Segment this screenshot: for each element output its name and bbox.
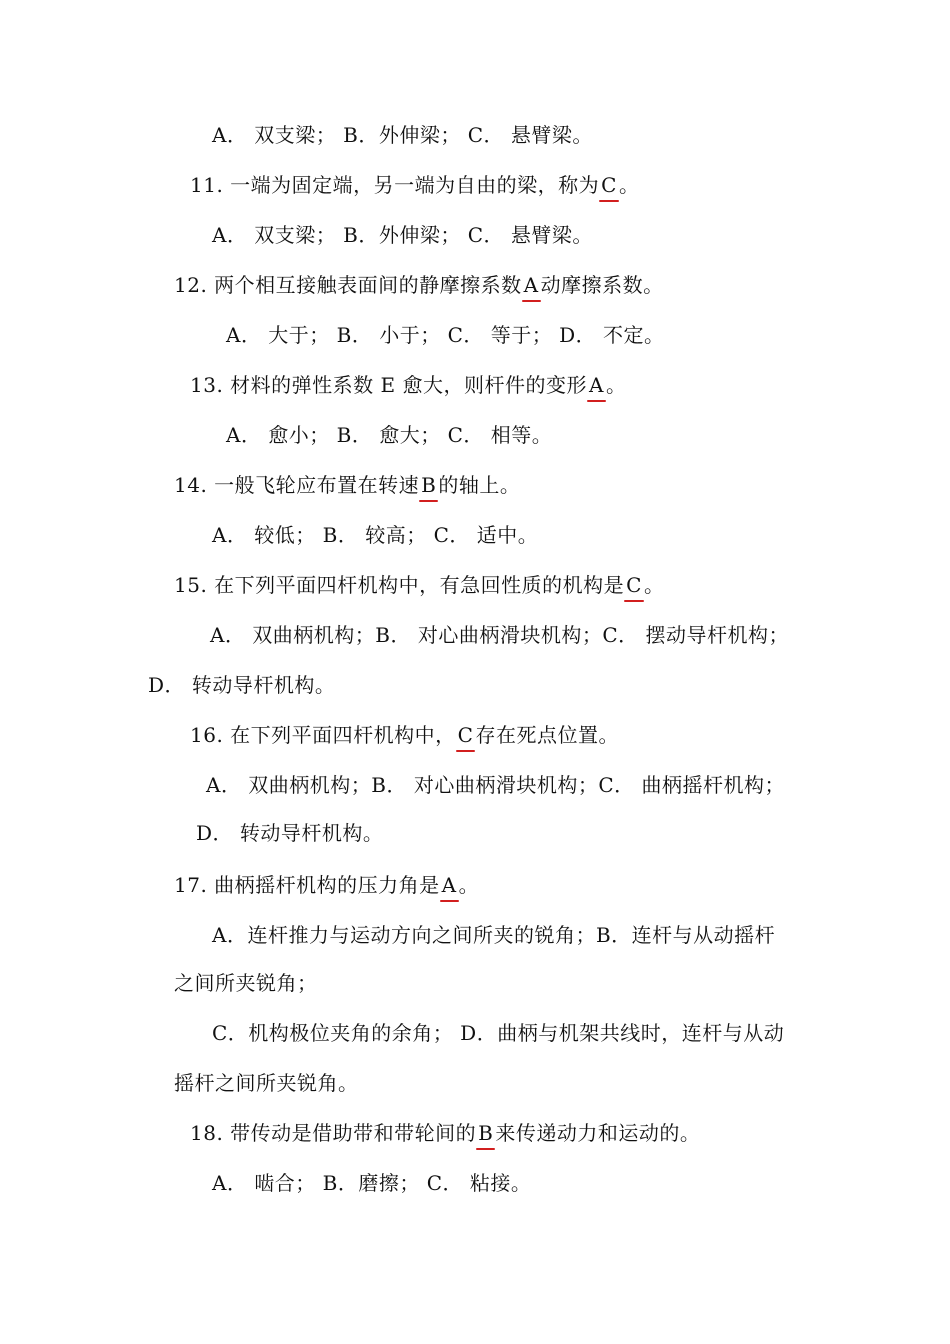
question-12 bbox=[174, 272, 664, 298]
q17-options-cd: C．机构极位夹角的余角； D．曲柄与机架共线时，连杆与从动 bbox=[212, 1021, 785, 1045]
q15-options: A． 双曲柄机构；B． 对心曲柄滑块机构；C． 摆动导杆机构； bbox=[210, 623, 790, 647]
answer-marked: C bbox=[457, 723, 474, 747]
question-text: 17. 曲柄摇杆机构的压力角是 bbox=[174, 873, 440, 897]
question-15 bbox=[174, 572, 664, 598]
q14-options: A． 较低； B． 较高； C． 适中。 bbox=[212, 523, 539, 547]
q12-options: A． 大于； B． 小于； C． 等于； D． 不定。 bbox=[226, 323, 665, 347]
q17-options-ab-cont: 之间所夹锐角； bbox=[174, 971, 318, 995]
answer-marked: A bbox=[441, 873, 457, 897]
question-text-end: 的轴上。 bbox=[438, 473, 521, 497]
q15-options-cont: D． 转动导杆机构。 bbox=[148, 673, 336, 697]
question-text-end: 。 bbox=[618, 173, 640, 197]
question-16 bbox=[190, 722, 619, 748]
question-text: 14. 一般飞轮应布置在转速 bbox=[174, 473, 420, 497]
question-17 bbox=[174, 872, 479, 898]
q11-options: A． 双支梁； B．外伸梁； C． 悬臂梁。 bbox=[212, 223, 593, 247]
question-18 bbox=[190, 1120, 700, 1146]
question-text-end: 存在死点位置。 bbox=[475, 723, 619, 747]
q18-options: A． 啮合； B．磨擦； C． 粘接。 bbox=[212, 1171, 532, 1195]
question-text-end: 动摩擦系数。 bbox=[540, 273, 664, 297]
question-text-end: 。 bbox=[643, 573, 665, 597]
q16-options: A． 双曲柄机构；B． 对心曲柄滑块机构；C． 曲柄摇杆机构； bbox=[206, 773, 786, 797]
answer-marked: B bbox=[421, 473, 437, 497]
answer-marked: B bbox=[478, 1121, 494, 1145]
question-text: 16. 在下列平面四杆机构中， bbox=[190, 723, 456, 747]
question-text: 18. 带传动是借助带和带轮间的 bbox=[190, 1121, 477, 1145]
answer-marked: A bbox=[588, 373, 604, 397]
question-text-end: 。 bbox=[458, 873, 480, 897]
answer-marked: C bbox=[601, 173, 617, 197]
q16-options-cont: D． 转动导杆机构。 bbox=[196, 821, 384, 845]
question-11 bbox=[190, 172, 639, 198]
q17-options-cd-cont: 摇杆之间所夹锐角。 bbox=[174, 1071, 359, 1095]
question-text: 15. 在下列平面四杆机构中，有急回性质的机构是 bbox=[174, 573, 625, 597]
question-text: 13. 材料的弹性系数 E 愈大，则杆件的变形 bbox=[190, 373, 587, 397]
question-text-end: 来传递动力和运动的。 bbox=[495, 1121, 701, 1145]
question-13 bbox=[190, 372, 626, 398]
question-text-end: 。 bbox=[605, 373, 627, 397]
q10-options: A． 双支梁； B．外伸梁； C． 悬臂梁。 bbox=[212, 123, 593, 147]
answer-marked: A bbox=[523, 273, 539, 297]
answer-marked: C bbox=[626, 573, 642, 597]
question-14 bbox=[174, 472, 520, 498]
question-text: 11. 一端为固定端，另一端为自由的梁，称为 bbox=[190, 173, 600, 197]
q17-options-ab: A．连杆推力与运动方向之间所夹的锐角；B．连杆与从动摇杆 bbox=[212, 923, 776, 947]
q13-options: A． 愈小； B． 愈大； C． 相等。 bbox=[226, 423, 553, 447]
question-text: 12. 两个相互接触表面间的静摩擦系数 bbox=[174, 273, 522, 297]
